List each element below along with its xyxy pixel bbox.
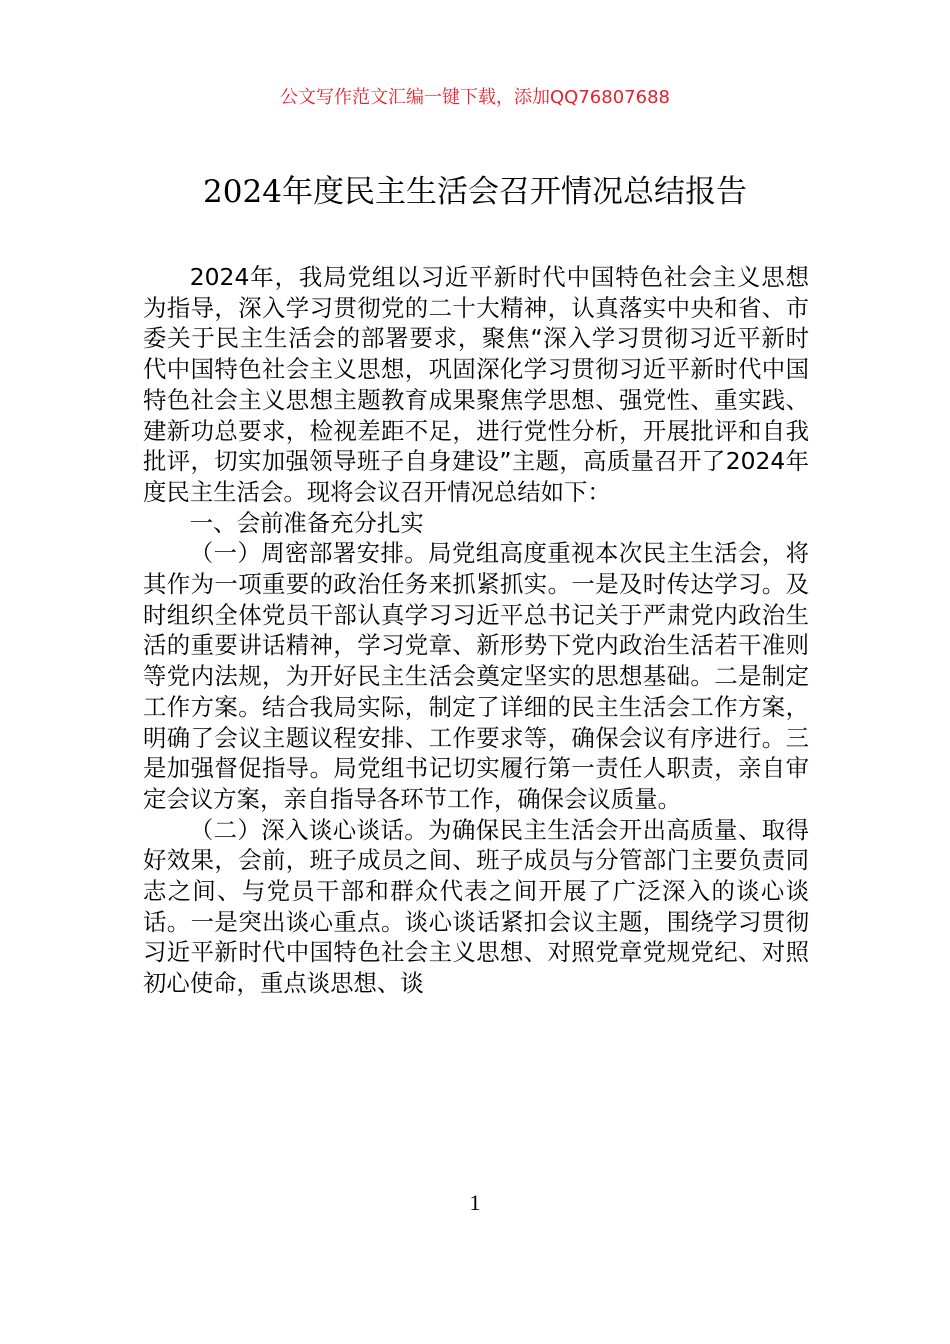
page-number: 1 — [469, 1190, 481, 1215]
paragraph-talks: （二）深入谈心谈话。为确保民主生活会开出高质量、取得好效果，会前，班子成员之间、班子成员与分管部门主要负责同志之间、与党员干部和群众代表之间开展了广泛深入的谈心谈话。一是突出谈心重点。谈心谈话紧扣会议主题，围绕学习贯彻习近平新时代中国特色社会主义思想、对照党章党规党纪、对照初心使命，重点谈思想、谈 — [143, 815, 809, 998]
download-banner: 公文写作范文汇编一键下载，添加QQ76807688 — [280, 87, 670, 108]
paragraph-deployment: （一）周密部署安排。局党组高度重视本次民主生活会，将其作为一项重要的政治任务来抓紧抓实。一是及时传达学习。及时组织全体党员干部认真学习习近平总书记关于严肃党内政治生活的重要讲话精神，学习党章、新形势下党内政治生活若干准则等党内法规，为开好民主生活会奠定坚实的思想基础。二是制定工作方案。结合我局实际，制定了详细的民主生活会工作方案，明确了会议主题议程安排、工作要求等，确保会议有序进行。三是加强督促指导。局党组书记切实履行第一责任人职责，亲自审定会议方案，亲自指导各环节工作，确保会议质量。 — [143, 539, 809, 813]
section-heading-1: 一、会前准备充分扎实 — [189, 508, 424, 537]
document-body — [143, 262, 809, 999]
document-title: 2024年度民主生活会召开情况总结报告 — [203, 174, 747, 210]
paragraph-intro: 2024年，我局党组以习近平新时代中国特色社会主义思想为指导，深入学习贯彻党的二十大精神，认真落实中央和省、市委关于民主生活会的部署要求，聚焦“深入学习贯彻习近平新时代中国特色社会主义思想，巩固深化学习贯彻习近平新时代中国特色社会主义思想主题教育成果聚焦学思想、强党性、重实践、建新功总要求，检视差距不足，进行党性分析，开展批评和自我批评，切实加强领导班子自身建设”主题，高质量召开了2024年度民主生活会。现将会议召开情况总结如下： — [143, 263, 809, 506]
